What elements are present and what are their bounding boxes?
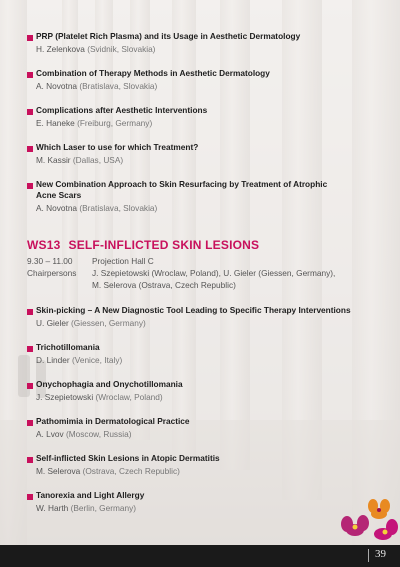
- talk-title: PRP (Platelet Rich Plasma) and its Usage in Aesthetic Dermatology: [36, 31, 301, 41]
- chairpersons-line2: M. Selerova (Ostrava, Czech Republic): [92, 280, 236, 290]
- bullet-icon: [27, 383, 33, 389]
- bullet-icon: [27, 146, 33, 152]
- talk-location: (Ostrava, Czech Republic): [82, 466, 180, 476]
- footer-divider: [368, 549, 369, 562]
- talk-entry: [36, 305, 386, 329]
- bullet-icon: [27, 109, 33, 115]
- talk-entry: [36, 105, 386, 129]
- talk-entry: [36, 342, 386, 366]
- talk-location: (Venice, Italy): [71, 355, 123, 365]
- talk-author: H. Zelenkova: [36, 44, 85, 54]
- talk-author: E. Haneke: [36, 118, 75, 128]
- talk-location: (Bratislava, Slovakia): [79, 203, 158, 213]
- talk-entry: [36, 416, 386, 440]
- bullet-icon: [27, 72, 33, 78]
- talk-entry: [36, 142, 386, 166]
- talk-entry: [36, 68, 386, 92]
- talk-author: A. Lvov: [36, 429, 64, 439]
- workshop-hall: Projection Hall C: [92, 256, 154, 266]
- bullet-icon: [27, 346, 33, 352]
- talk-author: W. Harth: [36, 503, 69, 513]
- page-number: 39: [375, 548, 386, 560]
- talk-title: Which Laser to use for which Treatment?: [36, 142, 199, 152]
- talk-entry: [36, 179, 386, 214]
- talk-location: (Dallas, USA): [72, 155, 124, 165]
- bullet-icon: [27, 457, 33, 463]
- talk-entry: [36, 453, 386, 477]
- workshop-title: SELF-INFLICTED SKIN LESIONS: [68, 238, 260, 252]
- orchid-icon: [335, 490, 400, 545]
- bullet-icon: [27, 183, 33, 189]
- talk-location: (Wroclaw, Poland): [95, 392, 163, 402]
- talk-location: (Giessen, Germany): [71, 318, 146, 328]
- talk-location: (Bratislava, Slovakia): [79, 81, 158, 91]
- talk-entry: [36, 490, 386, 514]
- talk-title: Self-inflicted Skin Lesions in Atopic Dermatitis: [36, 453, 220, 463]
- bullet-icon: [27, 309, 33, 315]
- talk-author: A. Novotna: [36, 203, 78, 213]
- talk-title: Complications after Aesthetic Interventions: [36, 105, 208, 115]
- talk-title: Combination of Therapy Methods in Aesthetic Dermatology: [36, 68, 270, 78]
- talk-title: Onychophagia and Onychotillomania: [36, 379, 183, 389]
- talk-entry: [36, 379, 386, 403]
- talk-title-line2: Acne Scars: [36, 190, 82, 200]
- talk-location: (Freiburg, Germany): [77, 118, 153, 128]
- talk-entry: [36, 31, 386, 55]
- talk-title-line1: New Combination Approach to Skin Resurfacing by Treatment of Atrophic: [36, 179, 328, 189]
- workshop-time: 9.30 – 11.00: [27, 256, 73, 266]
- talk-title: Tanorexia and Light Allergy: [36, 490, 145, 500]
- talk-title: Pathomimia in Dermatological Practice: [36, 416, 190, 426]
- chairpersons-line1: J. Szepietowski (Wroclaw, Poland), U. Gieler (Giessen, Germany),: [92, 268, 336, 278]
- bullet-icon: [27, 420, 33, 426]
- bullet-icon: [27, 35, 33, 41]
- talk-author: M. Selerova: [36, 466, 81, 476]
- bullet-icon: [27, 494, 33, 500]
- talk-author: A. Novotna: [36, 81, 78, 91]
- talk-author: U. Gieler: [36, 318, 69, 328]
- workshop-heading: [27, 238, 259, 252]
- talk-location: (Moscow, Russia): [65, 429, 132, 439]
- talk-title: Skin-picking – A New Diagnostic Tool Leading to Specific Therapy Interventions: [36, 305, 351, 315]
- workshop-code: WS13: [27, 238, 61, 252]
- talk-author: D. Linder: [36, 355, 70, 365]
- talk-location: (Svidnik, Slovakia): [87, 44, 156, 54]
- page-footer: [0, 545, 400, 567]
- talk-author: M. Kassir: [36, 155, 71, 165]
- chairpersons-label: Chairpersons: [27, 268, 77, 278]
- talk-location: (Berlin, Germany): [70, 503, 137, 513]
- talk-author: J. Szepietowski: [36, 392, 94, 402]
- talk-title: Trichotillomania: [36, 342, 100, 352]
